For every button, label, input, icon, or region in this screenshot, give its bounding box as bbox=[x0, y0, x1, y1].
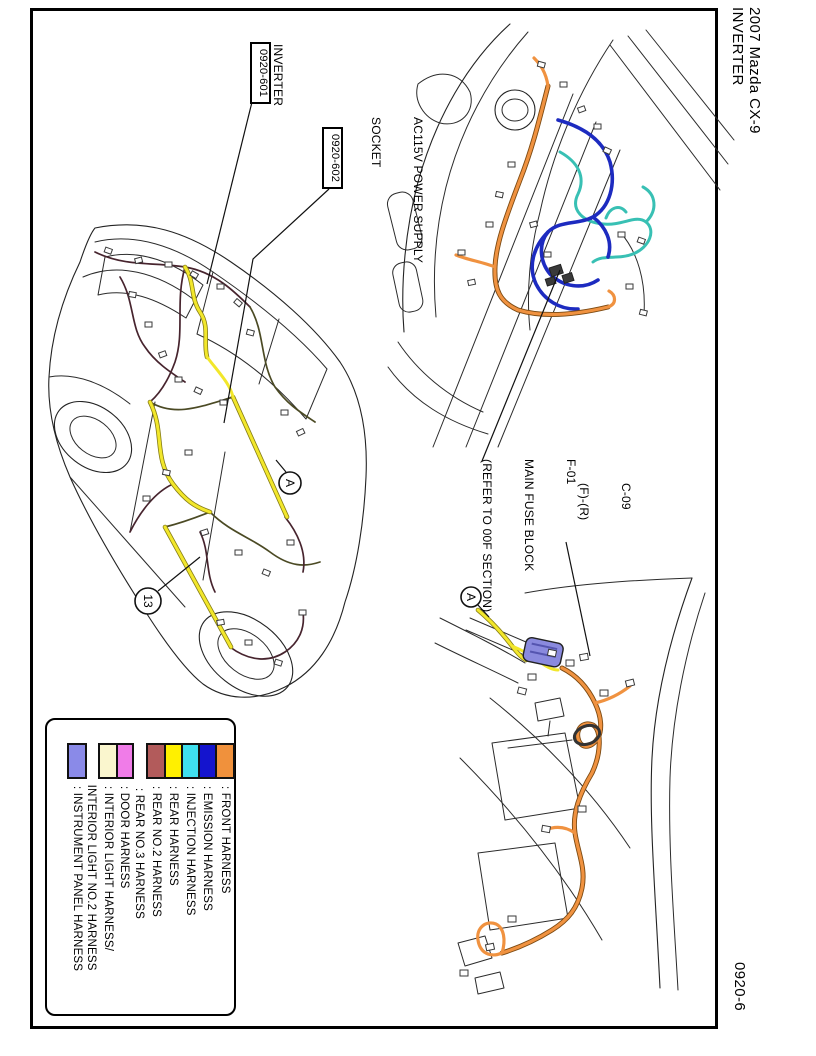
marker-13-label: 13 bbox=[141, 594, 155, 608]
legend-label: REAR HARNESS bbox=[167, 792, 179, 886]
power-socket-leader-line bbox=[224, 189, 329, 423]
legend-entry-emission: : EMISSION HARNESS bbox=[185, 726, 229, 911]
marker-a-detail-label: A bbox=[464, 592, 478, 602]
legend-entry-interior-light: : INTERIOR LIGHT HARNESS/ bbox=[86, 726, 130, 951]
legend-label: DOOR HARNESS bbox=[118, 792, 130, 889]
legend-entry-rear-no3: : REAR NO.3 HARNESS bbox=[133, 784, 145, 919]
callout-c09-label: C-09 (F)-(R) bbox=[577, 483, 633, 521]
page-title-section: INVERTER bbox=[729, 7, 746, 86]
legend-label: INTERIOR LIGHT HARNESS/ bbox=[102, 792, 114, 952]
fuse-block-leader-line bbox=[482, 270, 560, 461]
legend-entry-rear-no2: : REAR NO.2 HARNESS bbox=[134, 726, 178, 917]
callout-inverter-ref-box: 0920-601 bbox=[250, 42, 271, 104]
legend-entry-door: : DOOR HARNESS bbox=[102, 726, 146, 888]
legend-label: REAR NO.3 HARNESS bbox=[133, 794, 145, 919]
marker-13-leader-line bbox=[158, 557, 200, 591]
legend-label: REAR NO.2 HARNESS bbox=[150, 792, 162, 917]
callout-power-socket-label: AC115V POWER SUPPLY SOCKET bbox=[369, 117, 425, 264]
legend-entry-rear: : REAR HARNESS bbox=[151, 726, 195, 886]
marker-13 bbox=[135, 588, 161, 614]
instrument-panel-harness-swatch bbox=[67, 743, 87, 779]
marker-a-car-label: A bbox=[283, 478, 297, 488]
legend-label: INJECTION HARNESS bbox=[184, 792, 196, 916]
callout-power-socket-ref-box: 0920-602 bbox=[322, 127, 343, 189]
page-title-vehicle: 2007 Mazda CX-9 bbox=[746, 7, 763, 134]
legend-label: INTERIOR LIGHT NO.2 HARNESS bbox=[85, 784, 97, 971]
marker-a-car bbox=[279, 472, 301, 494]
page-code: 0920-6 bbox=[731, 962, 748, 1012]
callout-fuse-block-label: F-01 MAIN FUSE BLOCK (REFER TO 00F SECTION) bbox=[480, 459, 578, 613]
legend-entry-front: : FRONT HARNESS bbox=[203, 726, 247, 894]
marker-a-car-stub bbox=[276, 460, 286, 472]
legend-label: EMISSION HARNESS bbox=[201, 792, 213, 912]
legend-entry-injection: : INJECTION HARNESS bbox=[168, 726, 212, 916]
legend-label: FRONT HARNESS bbox=[219, 792, 231, 894]
callout-inverter-label: INVERTER bbox=[271, 44, 285, 107]
legend-label: INSTRUMENT PANEL HARNESS bbox=[71, 792, 83, 972]
inverter-leader-line bbox=[207, 102, 252, 284]
legend-entry-instrument-panel: : INSTRUMENT PANEL HARNESS bbox=[55, 726, 99, 971]
